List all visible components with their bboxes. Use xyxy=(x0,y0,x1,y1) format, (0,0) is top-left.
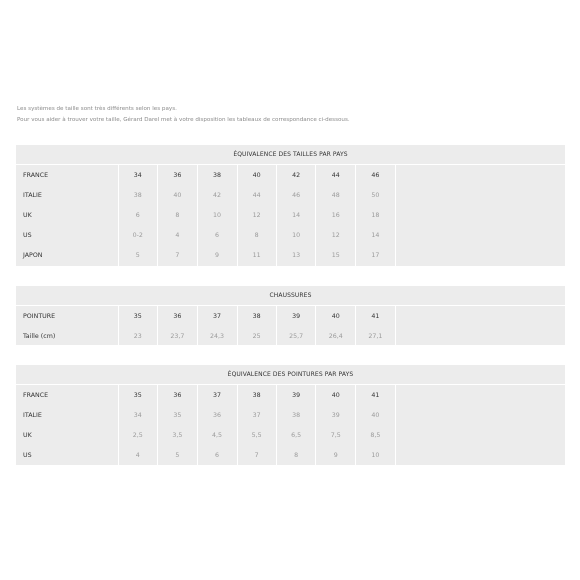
table-cell: 34 xyxy=(133,411,142,419)
table-cell: 6 xyxy=(214,451,219,459)
table-cell: 37 xyxy=(212,391,221,399)
table-cell: 39 xyxy=(292,391,301,399)
table-cell: 14 xyxy=(292,211,301,219)
table-cell: 24,3 xyxy=(209,332,224,340)
table-cell: 37 xyxy=(212,312,221,320)
table-cell: 5 xyxy=(135,251,140,259)
table-cell: 39 xyxy=(292,312,301,320)
table-title: ÉQUIVALENCE DES POINTURES PAR PAYS xyxy=(16,365,565,385)
table-cell: 15 xyxy=(331,251,340,259)
table-cell: 7 xyxy=(254,451,259,459)
table-cell: 8,5 xyxy=(370,431,381,439)
table-cell: 42 xyxy=(292,171,301,179)
table-cell: 37 xyxy=(252,411,261,419)
table-cell: 42 xyxy=(212,191,221,199)
table-cell: 40 xyxy=(252,171,261,179)
table-cell: 6 xyxy=(135,211,140,219)
table-cell: 10 xyxy=(212,211,221,219)
table-row xyxy=(16,445,565,465)
table-cell: 4 xyxy=(175,231,180,239)
table-cell: 9 xyxy=(333,451,338,459)
table-title: CHAUSSURES xyxy=(16,286,565,306)
table-cell: 50 xyxy=(371,191,380,199)
table-cell: 38 xyxy=(292,411,301,419)
table-cell: 25,7 xyxy=(289,332,304,340)
table-cell: 0-2 xyxy=(132,231,143,239)
table-cell: 41 xyxy=(371,391,380,399)
table-row xyxy=(16,385,565,405)
table-cell: 35 xyxy=(173,411,182,419)
size-equivalence-table xyxy=(16,145,565,266)
table-cell: 6 xyxy=(214,231,219,239)
row-label: FRANCE xyxy=(23,171,49,179)
table-cell: 40 xyxy=(371,411,380,419)
table-cell: 7 xyxy=(175,251,180,259)
table-cell: 8 xyxy=(254,231,259,239)
intro-line-1: Les systèmes de taille sont très différents selon les pays. xyxy=(17,106,177,112)
row-label: Taille (cm) xyxy=(23,332,56,340)
table-cell: 46 xyxy=(292,191,301,199)
table-row xyxy=(16,405,565,425)
table-cell: 16 xyxy=(331,211,340,219)
table-cell: 36 xyxy=(212,411,221,419)
table-row xyxy=(16,245,565,265)
table-cell: 14 xyxy=(371,231,380,239)
table-cell: 10 xyxy=(292,231,301,239)
row-label: ITALIE xyxy=(23,191,42,199)
table-cell: 40 xyxy=(331,312,340,320)
table-cell: 11 xyxy=(252,251,261,259)
table-cell: 9 xyxy=(214,251,219,259)
table-cell: 38 xyxy=(212,171,221,179)
intro-text xyxy=(17,104,350,126)
table-cell: 40 xyxy=(173,191,182,199)
table-cell: 38 xyxy=(133,191,142,199)
table-cell: 23,7 xyxy=(170,332,185,340)
table-cell: 48 xyxy=(331,191,340,199)
table-cell: 13 xyxy=(292,251,301,259)
table-cell: 10 xyxy=(371,451,380,459)
row-label: US xyxy=(23,231,32,239)
table-cell: 23 xyxy=(133,332,142,340)
table-cell: 7,5 xyxy=(330,431,341,439)
table-cell: 8 xyxy=(175,211,180,219)
table-row xyxy=(16,205,565,225)
table-title: ÉQUIVALENCE DES TAILLES PAR PAYS xyxy=(16,145,565,165)
table-cell: 39 xyxy=(331,411,340,419)
table-cell: 40 xyxy=(331,391,340,399)
row-label: UK xyxy=(23,211,32,219)
table-row xyxy=(16,306,565,326)
table-cell: 46 xyxy=(371,171,380,179)
table-cell: 38 xyxy=(252,391,261,399)
shoe-size-table xyxy=(16,286,565,345)
table-cell: 27,1 xyxy=(368,332,383,340)
row-label: ITALIE xyxy=(23,411,42,419)
table-cell: 12 xyxy=(252,211,261,219)
table-cell: 35 xyxy=(133,312,142,320)
row-label: FRANCE xyxy=(23,391,49,399)
row-label: JAPON xyxy=(23,251,43,259)
row-label: UK xyxy=(23,431,32,439)
table-cell: 18 xyxy=(371,211,380,219)
table-row xyxy=(16,165,565,185)
table-cell: 35 xyxy=(133,391,142,399)
table-cell: 8 xyxy=(294,451,299,459)
table-cell: 41 xyxy=(371,312,380,320)
table-cell: 2,5 xyxy=(132,431,143,439)
table-row xyxy=(16,326,565,346)
table-cell: 44 xyxy=(252,191,261,199)
table-cell: 4,5 xyxy=(211,431,222,439)
table-cell: 26,4 xyxy=(328,332,343,340)
table-cell: 17 xyxy=(371,251,380,259)
table-row xyxy=(16,185,565,205)
row-label: POINTURE xyxy=(23,312,56,320)
table-cell: 12 xyxy=(331,231,340,239)
intro-line-2: Pour vous aider à trouver votre taille, Gérard Darel met à votre disposition les tableaux de correspondance ci-dessous. xyxy=(17,117,350,123)
table-cell: 3,5 xyxy=(172,431,183,439)
table-cell: 5 xyxy=(175,451,180,459)
table-row xyxy=(16,225,565,245)
table-cell: 44 xyxy=(331,171,340,179)
table-cell: 36 xyxy=(173,312,182,320)
shoe-equivalence-table xyxy=(16,365,565,465)
table-cell: 25 xyxy=(252,332,261,340)
table-row xyxy=(16,425,565,445)
table-cell: 5,5 xyxy=(251,431,262,439)
row-label: US xyxy=(23,451,32,459)
table-cell: 34 xyxy=(133,171,142,179)
table-cell: 6,5 xyxy=(291,431,302,439)
table-cell: 36 xyxy=(173,171,182,179)
table-cell: 38 xyxy=(252,312,261,320)
table-cell: 4 xyxy=(135,451,140,459)
table-cell: 36 xyxy=(173,391,182,399)
